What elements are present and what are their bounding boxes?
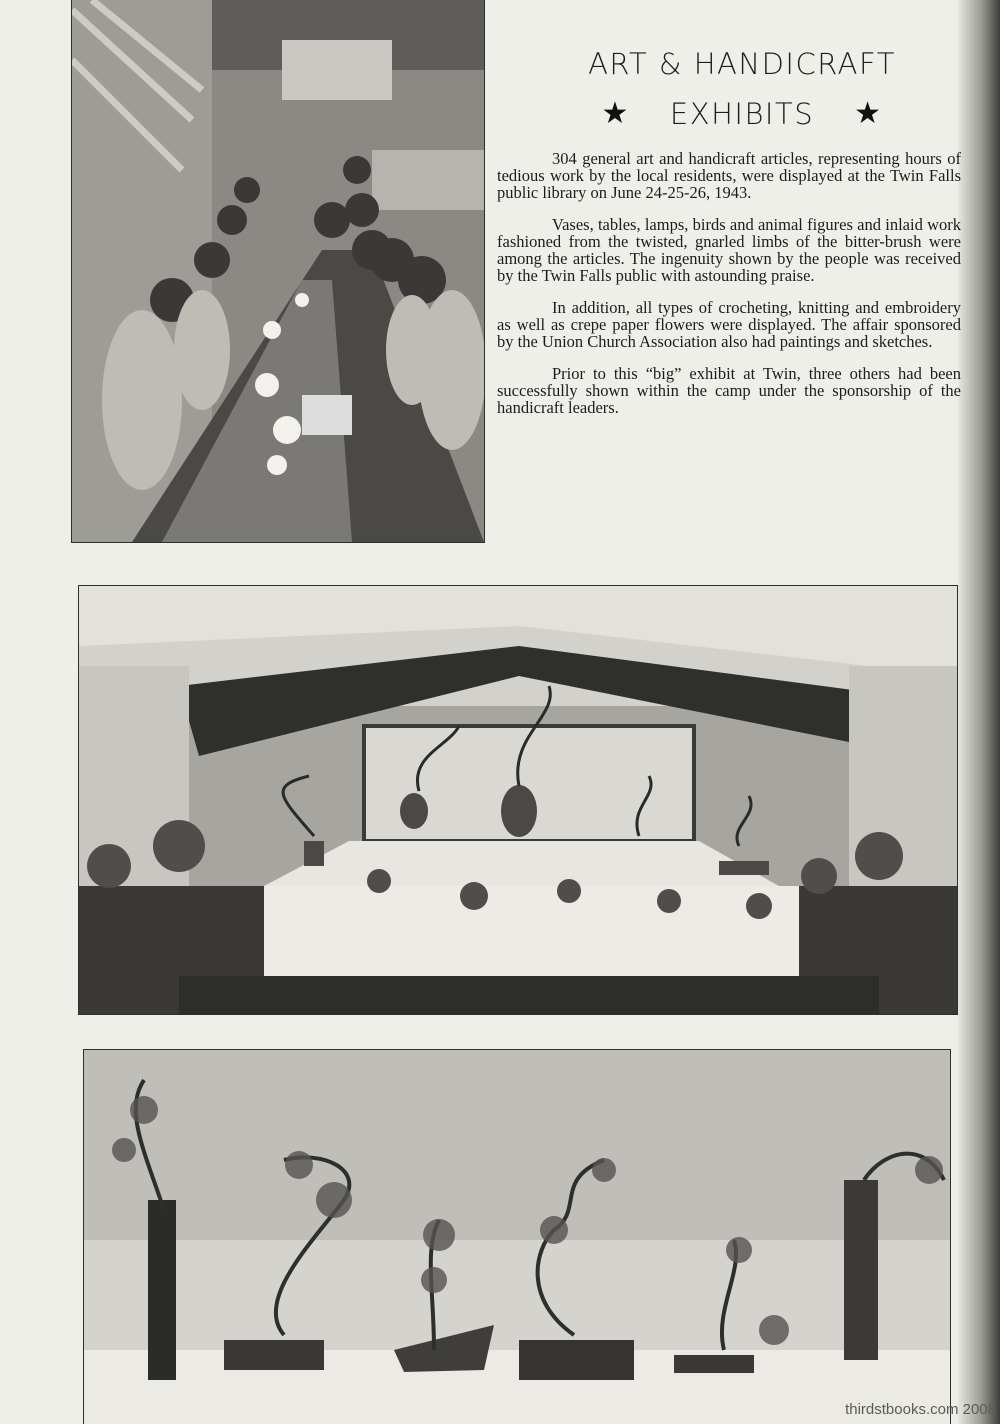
article-heading: [532, 44, 952, 134]
star-icon: ★: [854, 96, 883, 131]
watermark: thirdstbooks.com 2008: [845, 1401, 996, 1418]
paragraph: 304 general art and handicraft articles, representing hours of tedious work by the local residents, were displayed at the Twin Falls public library on June 24-25-26, 1943.: [497, 149, 961, 202]
photo-women-crafting-at-tables: [72, 0, 484, 542]
article-body: [497, 150, 961, 431]
paragraph: In addition, all types of crocheting, knitting and embroidery as well as crepe paper flowers were displayed. The affair sponsored by the Union Church Association also had paintings and sketches.: [497, 298, 961, 351]
heading-line-2: [532, 94, 952, 134]
paragraph: Prior to this “big” exhibit at Twin, three others had been successfully shown within the camp under the sponsorship of the handicraft leaders.: [497, 364, 961, 417]
star-icon: ★: [601, 96, 630, 131]
heading-line-1: ART & HANDICRAFT: [588, 47, 896, 81]
photo-flower-arrangement-exhibit-stage: [79, 586, 957, 1014]
photo-branch-ikebana-arrangements: [84, 1050, 950, 1424]
heading-line-2-text: EXHIBITS: [669, 97, 815, 131]
paragraph: Vases, tables, lamps, birds and animal figures and inlaid work fashioned from the twisted, gnarled limbs of the bitter-brush were among the articles. The ingenuity shown by the people was received by the Twin Falls public with astounding praise.: [497, 215, 961, 285]
page-edge-shadow: [958, 0, 1000, 1424]
